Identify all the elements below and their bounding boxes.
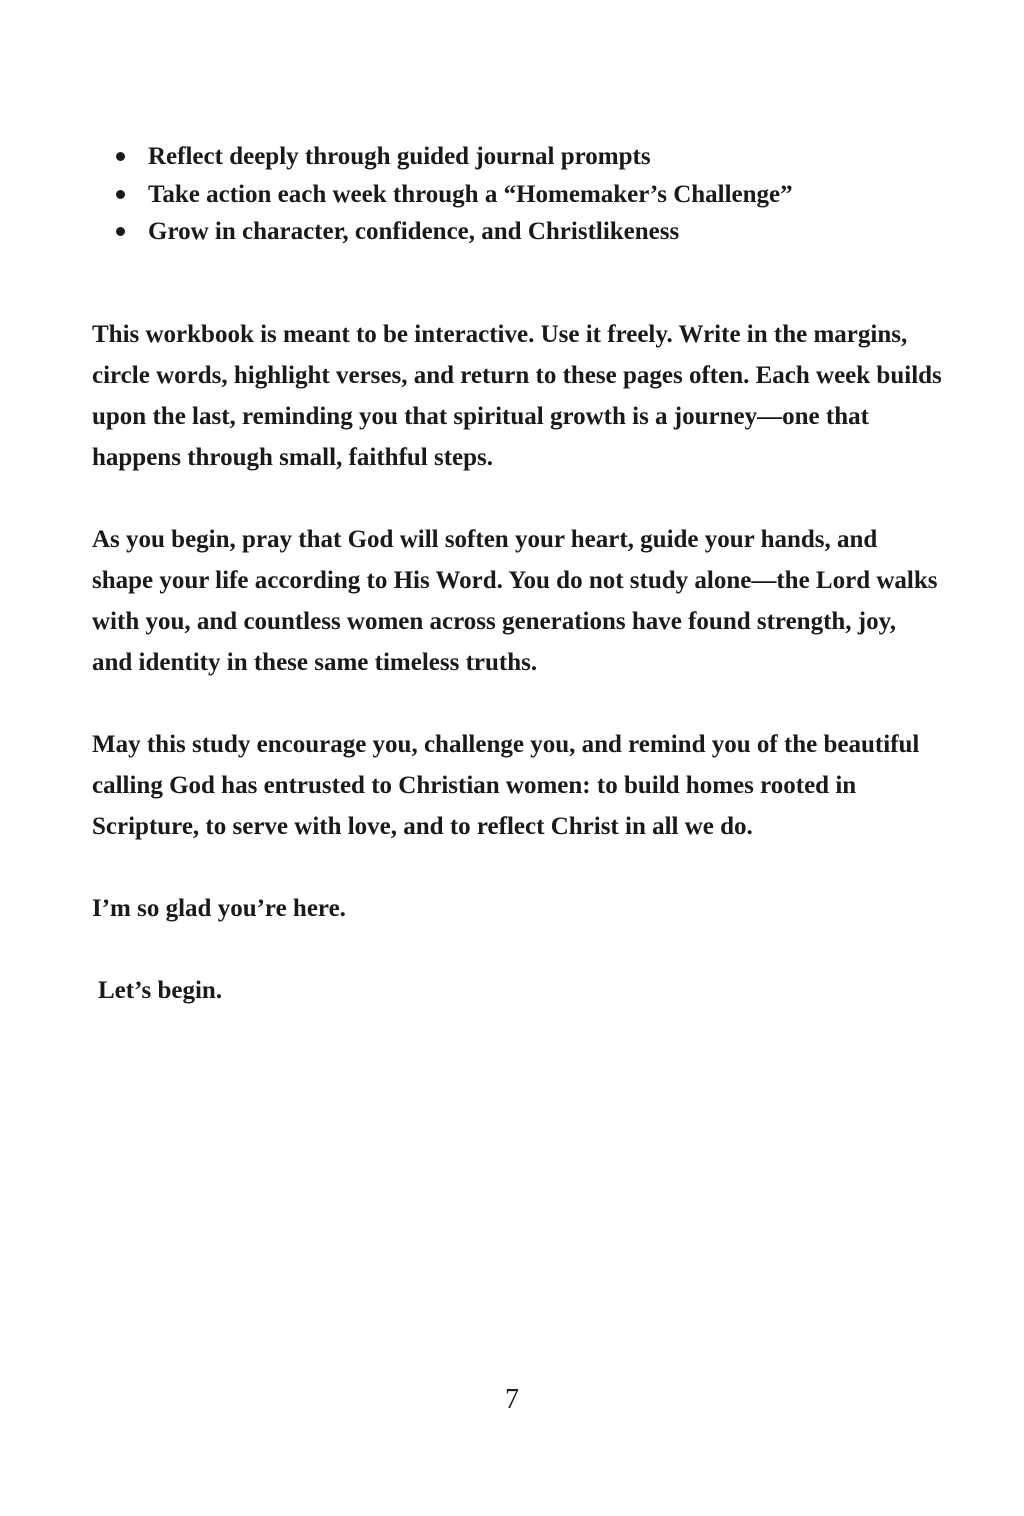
paragraph-lets-begin: Let’s begin.: [98, 977, 223, 1004]
list-item: [92, 213, 932, 251]
list-item: [92, 138, 932, 176]
page-number: 7: [505, 1384, 519, 1415]
bullet-dot-icon: [116, 190, 125, 199]
bullet-dot-icon: [116, 227, 125, 236]
bullet-dot-icon: [116, 152, 125, 161]
bullet-list: [92, 138, 932, 251]
paragraph-glad-here: I’m so glad you’re here.: [92, 895, 346, 922]
paragraph-encouragement: May this study encourage you, challenge you, and remind you of the beautiful calling God has entrusted to Christian women: to build homes rooted in Scripture, to serve with love, and to reflect Christ in all we do.: [92, 731, 920, 840]
list-item-text: Take action each week through a “Homemaker’s Challenge”: [148, 180, 793, 208]
list-item: [92, 176, 932, 214]
list-item-text: Grow in character, confidence, and Christlikeness: [148, 218, 680, 245]
list-item-text: Reflect deeply through guided journal prompts: [148, 143, 651, 170]
paragraph-prayer: As you begin, pray that God will soften your heart, guide your hands, and shape your life according to His Word. You do not study alone—the Lord walks with you, and countless women across generations have found strength, joy, and identity in these same timeless truths.: [92, 526, 938, 676]
paragraph-interactive-workbook: This workbook is meant to be interactive. Use it freely. Write in the margins, circle words, highlight verses, and return to these pages often. Each week builds upon the last, reminding you that spiritual growth is a journey—one that happens through small, faithful steps.: [92, 321, 942, 471]
